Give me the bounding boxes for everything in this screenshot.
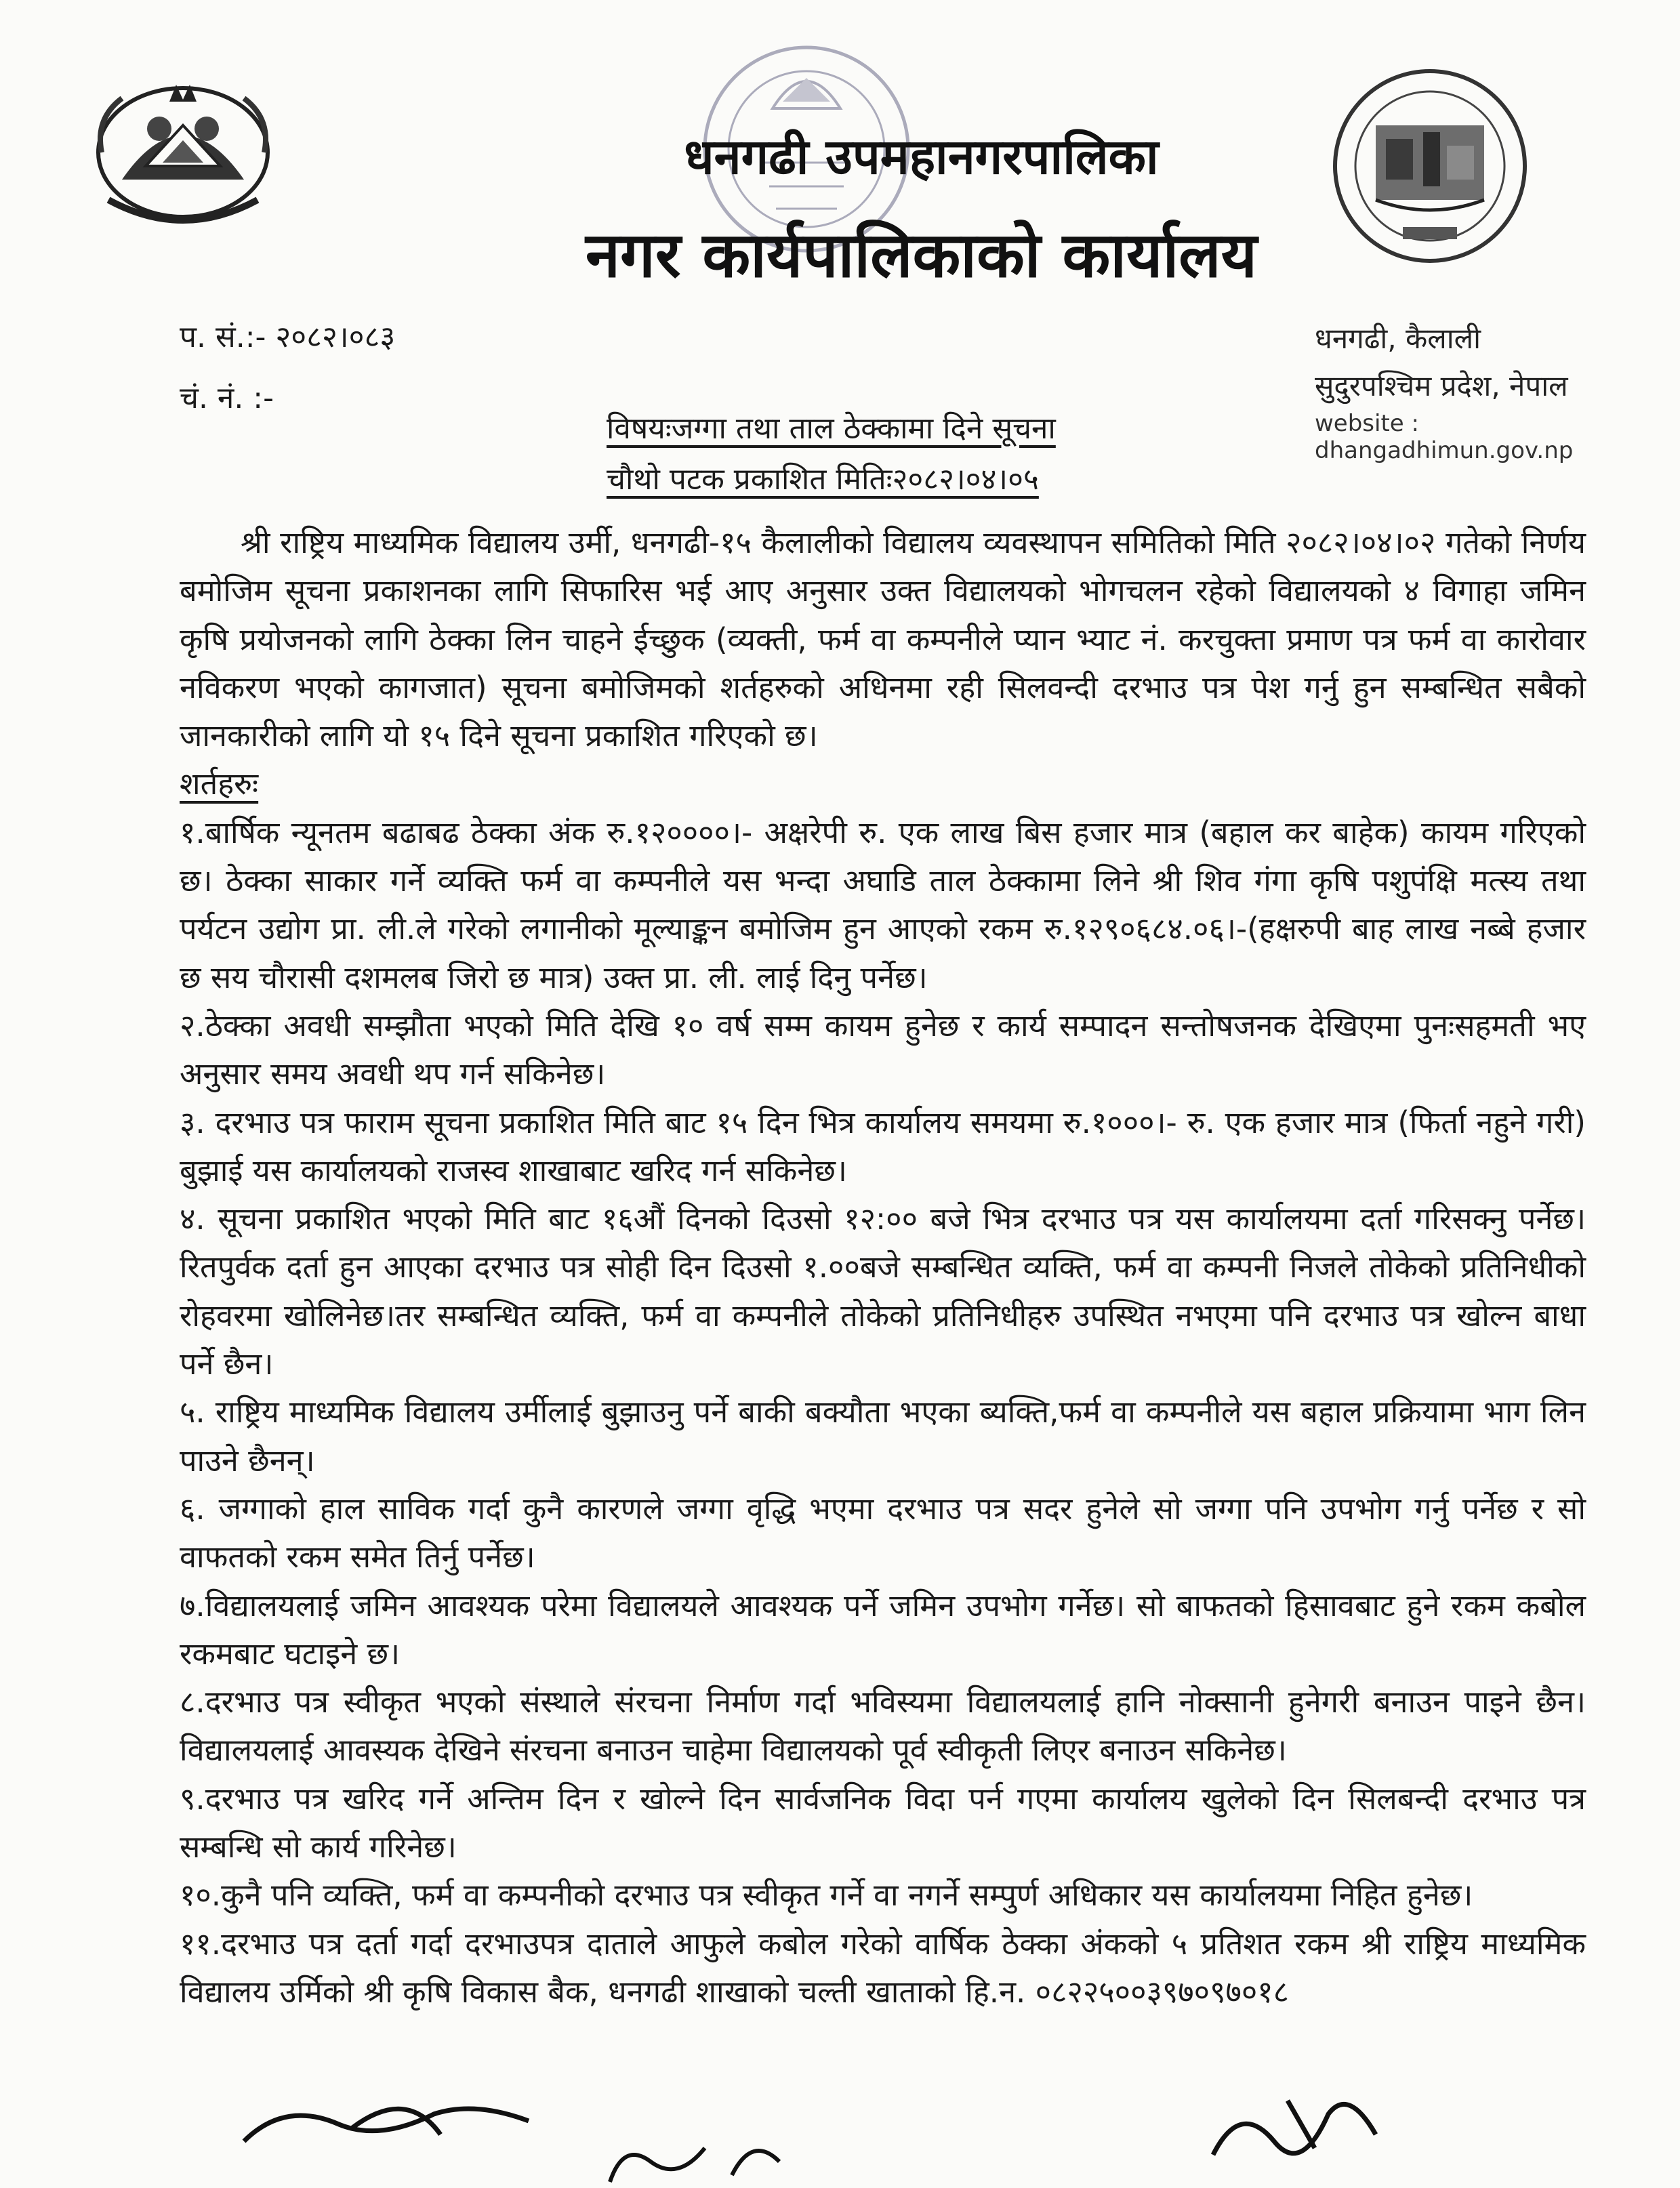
signature-middle-icon <box>610 2148 779 2182</box>
condition-item: ९.दरभाउ पत्र खरिद गर्ने अन्तिम दिन र खोल्ने दिन सार्वजनिक विदा पर्न गएमा कार्यालय खुलेको दिन सिलबन्दी दरभाउ पत्र सम्बन्धि सो कार्य गरिनेछ। <box>180 1780 1586 1865</box>
intro-paragraph: श्री राष्ट्रिय माध्यमिक विद्यालय उर्मी, धनगढी-१५ कैलालीको विद्यालय व्यवस्थापन समितिको मिति २०८२।०४।०२ गतेको निर्णय बमोजिम सूचना प्रकाशनका लागि सिफारिस भई आए अनुसार उक्त विद्यालयको भोगचलन रहेको विद्यालयको ४ विगाहा जमिन कृषि प्रयोजनको लागि ठेक्का लिन चाहने ईच्छुक (व्यक्ती, फर्म वा कम्पनीले प्यान भ्याट नं. करचुक्ता प्रमाण पत्र फर्म वा कारोवार नविकरण भएको कागजात) सूचना बमोजिमको शर्तहरुको अधिनमा रही सिलवन्दी दरभाउ पत्र पेश गर्नु हुन सम्बन्धित सबैको जानकारीको लागि यो १५ दिने सूचना प्रकाशित गरिएको छ। <box>180 524 1586 754</box>
condition-item: १.बार्षिक न्यूनतम बढाबढ ठेक्का अंक रु.१२००००।- अक्षरेपी रु. एक लाख बिस हजार मात्र (बहाल कर बाहेक) कायम गरिएको छ। ठेक्का साकार गर्ने व्यक्ति फर्म वा कम्पनीले यस भन्दा अघाडि ताल ठेक्कामा लिने श्री शिव गंगा कृषि पशुपंक्षि मत्स्य तथा पर्यटन उद्योग प्रा. ली.ले गरेको लगानीको मूल्याङ्कन बमोजिम हुन आएको रकम रु.१२९०६८४.०६।-(हक्षरुपी बाह लाख नब्बे हजार छ सय चौरासी दशमलब जिरो छ मात्र) उक्त प्रा. ली. लाई दिनु पर्नेछ। <box>180 814 1586 995</box>
office-name: नगर कार्यपालिकाको कार्यालय <box>585 219 1258 291</box>
condition-item: ४. सूचना प्रकाशित भएको मिति बाट १६औं दिनको दिउसो १२:०० बजे भित्र दरभाउ पत्र यस कार्यालयमा दर्ता गरिसक्नु पर्नेछ।रितपुर्वक दर्ता हुन आएका दरभाउ पत्र सोही दिन दिउसो १.००बजे सम्बन्धित व्यक्ति, फर्म वा कम्पनी निजले तोकेको प्रतिनिधीको रोहवरमा खोलिनेछ।तर सम्बन्धित व्यक्ति, फर्म वा कम्पनीले तोकेको प्रतिनिधीहरु उपस्थित नभएमा पनि दरभाउ पत्र खोल्न बाधा पर्ने छैन। <box>180 1201 1586 1382</box>
publication-date-line: चौथो पटक प्रकाशित मितिः२०८२।०४।०५ <box>607 462 1039 497</box>
signature-left-icon <box>244 2109 529 2141</box>
conditions-heading: शर्तहरुः <box>180 766 259 802</box>
municipality-name: धनगढी उपमहानगरपालिका <box>684 128 1159 185</box>
condition-item: ५. राष्ट्रिय माध्यमिक विद्यालय उर्मीलाई बुझाउनु पर्ने बाकी बक्यौता भएका ब्यक्ति,फर्म वा कम्पनीले यस बहाल प्रक्रियामा भाग लिन पाउने छैनन्। <box>180 1394 1586 1479</box>
condition-item: १०.कुनै पनि व्यक्ति, फर्म वा कम्पनीको दरभाउ पत्र स्वीकृत गर्ने वा नगर्ने सम्पुर्ण अधिकार यस कार्यालयमा निहित हुनेछ। <box>180 1877 1473 1914</box>
condition-item: ३. दरभाउ पत्र फाराम सूचना प्रकाशित मिति बाट १५ दिन भित्र कार्यालय समयमा रु.१०००।- रु. एक हजार मात्र (फिर्ता नहुने गरी) बुझाई यस कार्यालयको राजस्व शाखाबाट खरिद गर्न सकिनेछ। <box>180 1104 1586 1189</box>
condition-item: ८.दरभाउ पत्र स्वीकृत भएको संस्थाले संरचना निर्माण गर्दा भविस्यमा विद्यालयलाई हानि नोक्सानी हुनेगरी बनाउन पाइने छैन। विद्यालयलाई आवस्यक देखिने संरचना बनाउन चाहेमा विद्यालयको पूर्व स्वीकृती लिएर बनाउन सकिनेछ। <box>180 1684 1586 1769</box>
condition-item: ६. जग्गाको हाल साविक गर्दा कुनै कारणले जग्गा वृद्धि भएमा दरभाउ पत्र सदर हुनेले सो जग्गा पनि उपभोग गर्नु पर्नेछ र सो वाफतको रकम समेत तिर्नु पर्नेछ। <box>180 1490 1586 1575</box>
address-city: धनगढी, कैलाली <box>1315 322 1481 355</box>
patra-sankhya: प. सं.:- २०८२।०८३ <box>180 320 396 354</box>
subject-line: विषयःजग्गा तथा ताल ठेक्कामा दिने सूचना <box>607 411 1056 446</box>
signatures <box>0 2060 1680 2188</box>
condition-item: २.ठेक्का अवधी सम्झौता भएको मिति देखि १० वर्ष सम्म कायम हुनेछ र कार्य सम्पादन सन्तोषजनक देखिएमा पुनःसहमती भए अनुसार समय अवधी थप गर्न सकिनेछ। <box>180 1007 1586 1092</box>
chalani-number: चं. नं. :- <box>180 381 274 415</box>
address-province: सुदुरपश्चिम प्रदेश, नेपाल <box>1315 369 1568 402</box>
condition-item: ११.दरभाउ पत्र दर्ता गर्दा दरभाउपत्र दाताले आफुले कबोल गरेको वार्षिक ठेक्का अंकको ५ प्रतिशत रकम श्री राष्ट्रिय माध्यमिक विद्यालय उर्मिको श्री कृषि विकास बैक, धनगढी शाखाको चल्ती खाताको हि.न. ०८२२५००३९७०९७०१८ <box>180 1925 1586 2010</box>
signature-right-icon <box>1213 2101 1376 2155</box>
notice-body <box>180 518 1586 2016</box>
website-link: website : dhangadhimun.gov.np <box>1315 410 1574 464</box>
condition-item: ७.विद्यालयलाई जमिन आवश्यक परेमा विद्यालयले आवश्यक पर्ने जमिन उपभोग गर्नेछ। सो बाफतको हिसावबाट हुने रकम कबोल रकमबाट घटाइने छ। <box>180 1587 1586 1672</box>
